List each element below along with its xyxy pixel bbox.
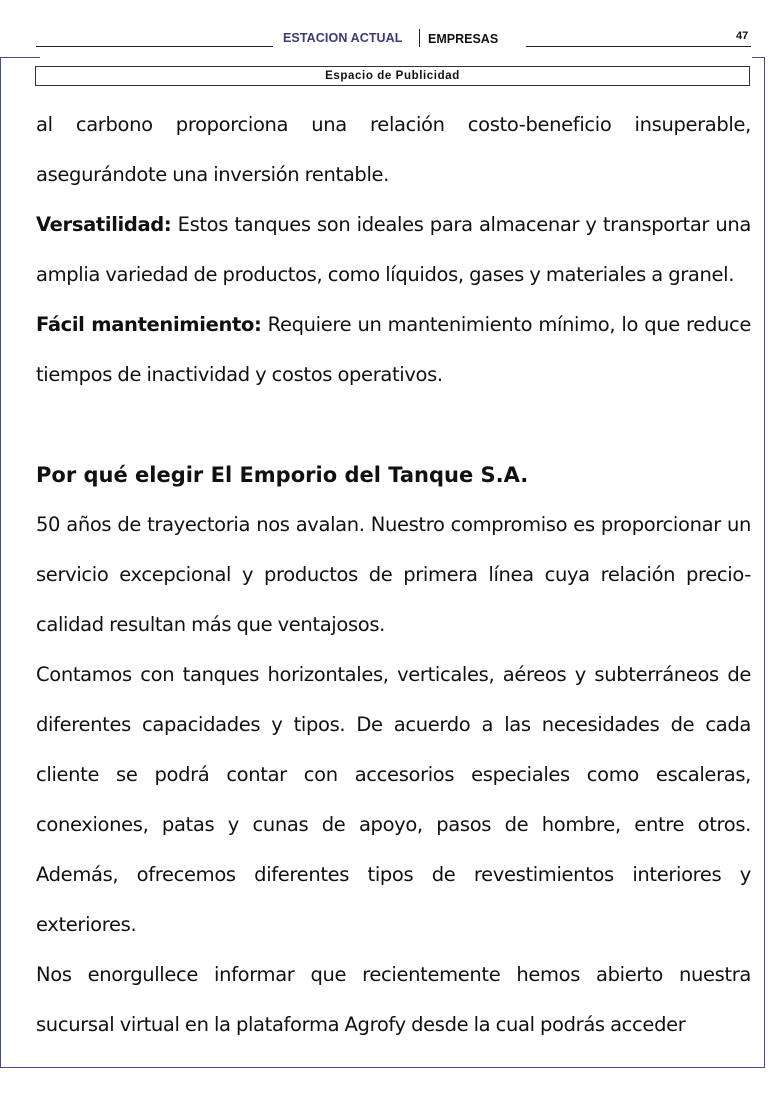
ad-space-label: Espacio de Publicidad [325,70,460,82]
ad-space-box[interactable] [35,66,750,86]
page-header [0,0,779,60]
paragraph-maintenance [36,300,751,400]
header-separator [419,29,420,47]
category-label: EMPRESAS [428,32,499,46]
versatility-text: Estos tanques son ideales para almacenar y transportar una amplia variedad de productos, como líquidos, gases y materiales a granel. [36,213,751,286]
page-number: 47 [736,30,749,42]
section-heading: Por qué elegir El Emporio del Tanque S.A. [36,463,529,487]
section-label: ESTACION ACTUAL [283,31,403,45]
frame-bottom [0,1067,765,1068]
maintenance-text: Requiere un mantenimiento mínimo, lo que reduce tiempos de inactividad y costos operativos. [36,313,752,386]
versatility-title: Versatilidad: [36,213,172,236]
frame-top-right [752,57,764,58]
article-body [36,100,751,1050]
paragraph-trajectory: 50 años de trayectoria nos avalan. Nuestro compromiso es proporcionar un servicio excepcional y productos de primera línea cuya relación precio-calidad resultan más que ventajosos. [36,513,751,636]
paragraph-cost-benefit: al carbono proporciona una relación costo-beneficio insuperable, asegurándote una inversión rentable. [36,113,751,186]
header-rule-left [36,46,273,47]
frame-left [0,57,1,1067]
paragraph-agrofy: Nos enorgullece informar que recientemente hemos abierto nuestra sucursal virtual en la plataforma Agrofy desde la cual podrás acceder [36,963,751,1036]
header-rule-right [526,46,751,47]
frame-right [764,57,765,1067]
frame-top-left [0,57,40,58]
paragraph-products: Contamos con tanques horizontales, verticales, aéreos y subterráneos de diferentes capacidades y tipos. De acuerdo a las necesidades de cada cliente se podrá contar con accesorios especiales como escaleras, conexiones, patas y cunas de apoyo, pasos de hombre, entre otros. Además, ofrecemos diferentes tipos de revestimientos interiores y exteriores. [36,663,751,936]
paragraph-versatility [36,200,751,300]
section-spacer [36,400,751,450]
maintenance-title: Fácil mantenimiento: [36,313,262,336]
